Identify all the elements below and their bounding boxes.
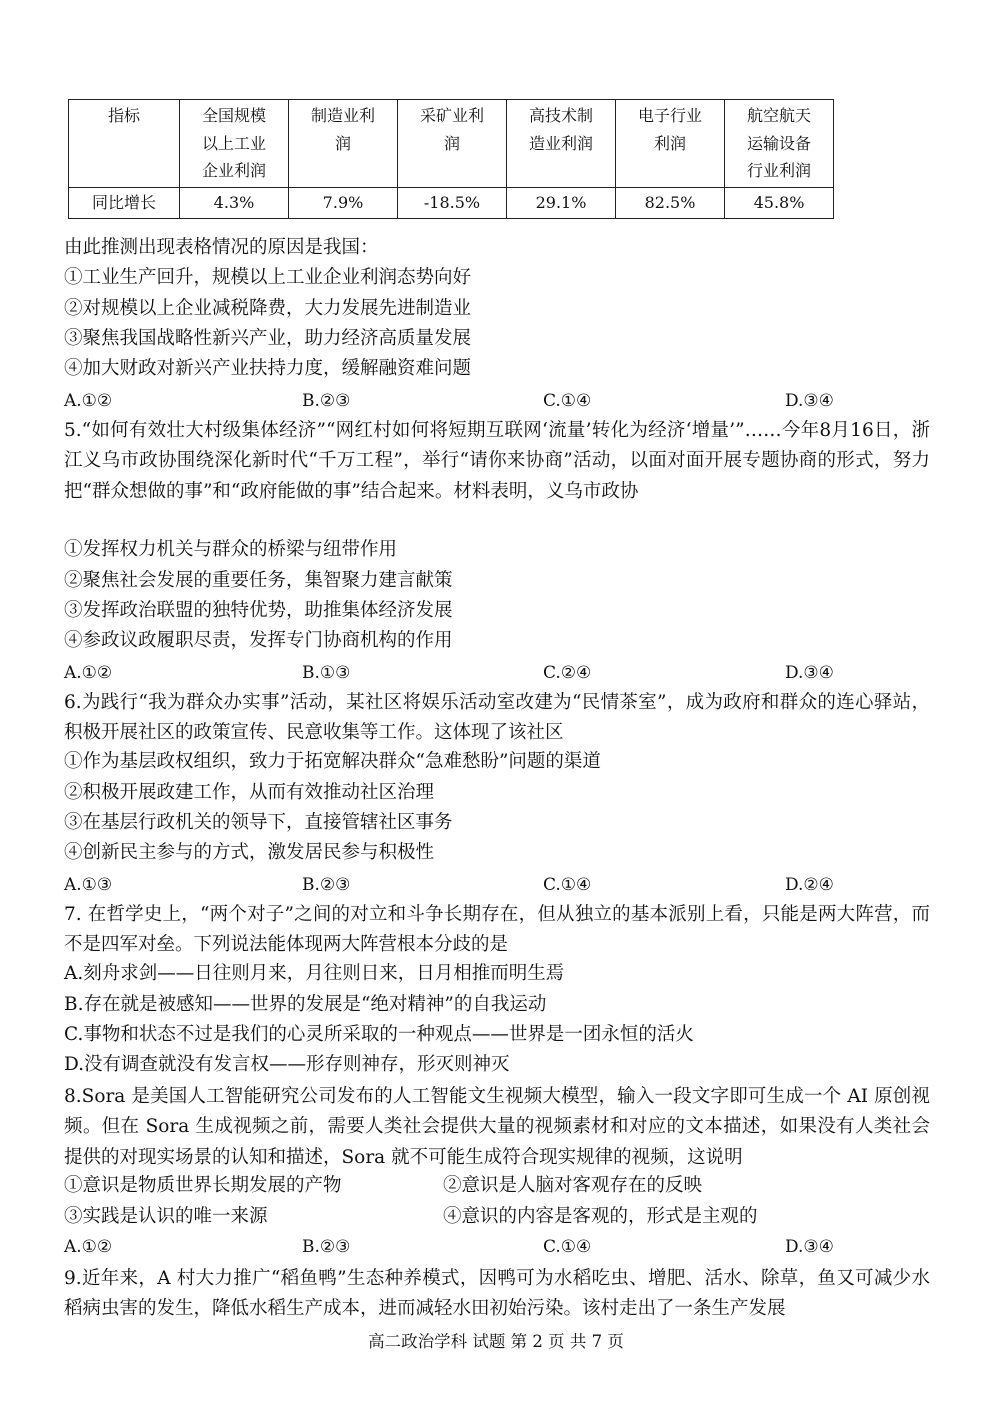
q5-item-3: ③发挥政治联盟的独特优势，助推集体经济发展 [64, 600, 453, 621]
value-cell: 29.1% [507, 187, 616, 218]
q8-option-b[interactable]: B.②③ [302, 1237, 351, 1257]
q4-item-4: ④加大财政对新兴产业扶持力度，缓解融资难问题 [64, 358, 472, 379]
q5-option-d[interactable]: D.③④ [785, 663, 834, 683]
q5-item-2: ②聚焦社会发展的重要任务，集智聚力建言献策 [64, 570, 453, 591]
q7-option-a[interactable]: A.刻舟求剑——日往则月来，月往则日来，日月相推而明生焉 [64, 963, 565, 984]
header-text: 全国规模 [201, 106, 266, 125]
q9-stem: 9.近年来，A 村大力推广“稻鱼鸭”生态种养模式，因鸭可为水稻吃虫、增肥、活水、除草，鱼又可减少水稻病虫害的发生，降低水稻生产成本，进而减轻水田初始污染。该村走出了一条生产发展 [64, 1268, 930, 1320]
q4-stem: 由此推测出现表格情况的原因是我国： [64, 237, 379, 258]
q4-item-3: ③聚焦我国战略性新兴产业，助力经济高质量发展 [64, 328, 472, 349]
header-cell [69, 100, 180, 188]
q6-item-3: ③在基层行政机关的领导下，直接管辖社区事务 [64, 812, 453, 833]
q5-option-c[interactable]: C.②④ [543, 663, 592, 683]
q4-option-b[interactable]: B.②③ [302, 391, 351, 411]
header-cell [507, 100, 616, 188]
header-text: 电子行业 [637, 106, 702, 125]
header-cell [180, 100, 289, 188]
q4-option-d[interactable]: D.③④ [785, 391, 834, 411]
q8-option-d[interactable]: D.③④ [785, 1237, 834, 1257]
q5-option-a[interactable]: A.①② [64, 663, 113, 683]
header-cell [616, 100, 725, 188]
row-label-cell: 同比增长 [69, 187, 180, 218]
header-text: 高技术制 [528, 106, 593, 125]
q6-item-4: ④创新民主参与的方式，激发居民参与积极性 [64, 842, 435, 863]
header-text: 以上工业 [201, 133, 266, 153]
q8-item-3: ③实践是认识的唯一来源 [64, 1206, 268, 1227]
q7-option-d[interactable]: D.没有调查就没有发言权——形存则神存，形灭则神灭 [64, 1054, 510, 1075]
profit-growth-table [68, 99, 834, 219]
value-cell: -18.5% [398, 187, 507, 218]
header-cell [289, 100, 398, 188]
q8-stem: 8.Sora 是美国人工智能研究公司发布的人工智能文生视频大模型，输入一段文字即可生成一个 AI 原创视频。但在 Sora 生成视频之前，需要人类社会提供大量的视频素材和对应的文本描述，如果没有人类社会提供的对现实场景的认知和描述，Sora 就不可能生成符合现实规律的视频，这说明 [64, 1086, 930, 1168]
q8-item-4: ④意识的内容是客观的，形式是主观的 [443, 1206, 758, 1227]
q6-item-2: ②积极开展政建工作，从而有效推动社区治理 [64, 782, 435, 803]
q7-option-b[interactable]: B.存在就是被感知——世界的发展是“绝对精神”的自我运动 [64, 994, 547, 1015]
q8-option-a[interactable]: A.①② [64, 1237, 113, 1257]
q7-stem: 7. 在哲学史上，“两个对子”之间的对立和斗争长期存在，但从独立的基本派别上看，只能是两大阵营，而不是四军对垒。下列说法能体现两大阵营根本分歧的是 [64, 904, 930, 956]
q6-option-d[interactable]: D.②④ [785, 875, 834, 895]
header-text: 造业利润 [528, 133, 593, 153]
table-row [69, 187, 834, 218]
q5-item-4: ④参政议政履职尽责，发挥专门协商机构的作用 [64, 630, 453, 651]
header-text: 行业利润 [746, 161, 811, 180]
q6-option-c[interactable]: C.①④ [543, 875, 592, 895]
header-cell [398, 100, 507, 188]
q6-item-1: ①作为基层政权组织，致力于拓宽解决群众“急难愁盼”问题的渠道 [64, 751, 601, 772]
header-text: 指标 [107, 106, 140, 125]
value-cell: 45.8% [725, 187, 834, 218]
q5-option-b[interactable]: B.①③ [302, 663, 351, 683]
value-cell: 82.5% [616, 187, 725, 218]
q4-item-1: ①工业生产回升，规模以上工业企业利润态势向好 [64, 267, 472, 288]
header-text: 制造业利 [310, 106, 375, 125]
q8-item-2: ②意识是人脑对客观存在的反映 [443, 1175, 703, 1196]
q4-item-2: ②对规模以上企业减税降费，大力发展先进制造业 [64, 298, 472, 319]
value-cell: 7.9% [289, 187, 398, 218]
header-text: 采矿业利 [419, 106, 484, 125]
header-text: 运输设备 [746, 133, 811, 153]
q7-option-c[interactable]: C.事物和状态不过是我们的心灵所采取的一种观点——世界是一团永恒的活火 [64, 1024, 694, 1045]
q6-stem: 6.为践行“我为群众办实事”活动，某社区将娱乐活动室改建为“民情茶室”，成为政府和群众的连心驿站，积极开展社区的政策宣传、民意收集等工作。这体现了该社区 [64, 692, 930, 744]
header-text: 润 [334, 133, 351, 153]
q8-item-1: ①意识是物质世界长期发展的产物 [64, 1175, 342, 1196]
table-header-row [69, 100, 834, 188]
q5-item-1: ①发挥权力机关与群众的桥梁与纽带作用 [64, 539, 398, 560]
q6-option-a[interactable]: A.①③ [64, 875, 113, 895]
q6-option-b[interactable]: B.②③ [302, 875, 351, 895]
page-footer: 高二政治学科 试题 第 2 页 共 7 页 [368, 1332, 624, 1351]
q4-option-a[interactable]: A.①② [64, 391, 113, 411]
header-text: 企业利润 [201, 161, 266, 180]
q5-stem: 5.“如何有效壮大村级集体经济”“网红村如何将短期互联网‘流量’转化为经济‘增量’”……今年8月16日，浙江义乌市政协围绕深化新时代“千万工程”，举行“请你来协商”活动，以面对面开展专题协商的形式，努力把“群众想做的事”和“政府能做的事”结合起来。材料表明，义乌市政协 [64, 420, 930, 502]
q4-option-c[interactable]: C.①④ [543, 391, 592, 411]
q8-option-c[interactable]: C.①④ [543, 1237, 592, 1257]
header-cell [725, 100, 834, 188]
header-text: 利润 [653, 133, 686, 153]
value-cell: 4.3% [180, 187, 289, 218]
header-text: 航空航天 [746, 106, 811, 125]
header-text: 润 [443, 133, 460, 153]
